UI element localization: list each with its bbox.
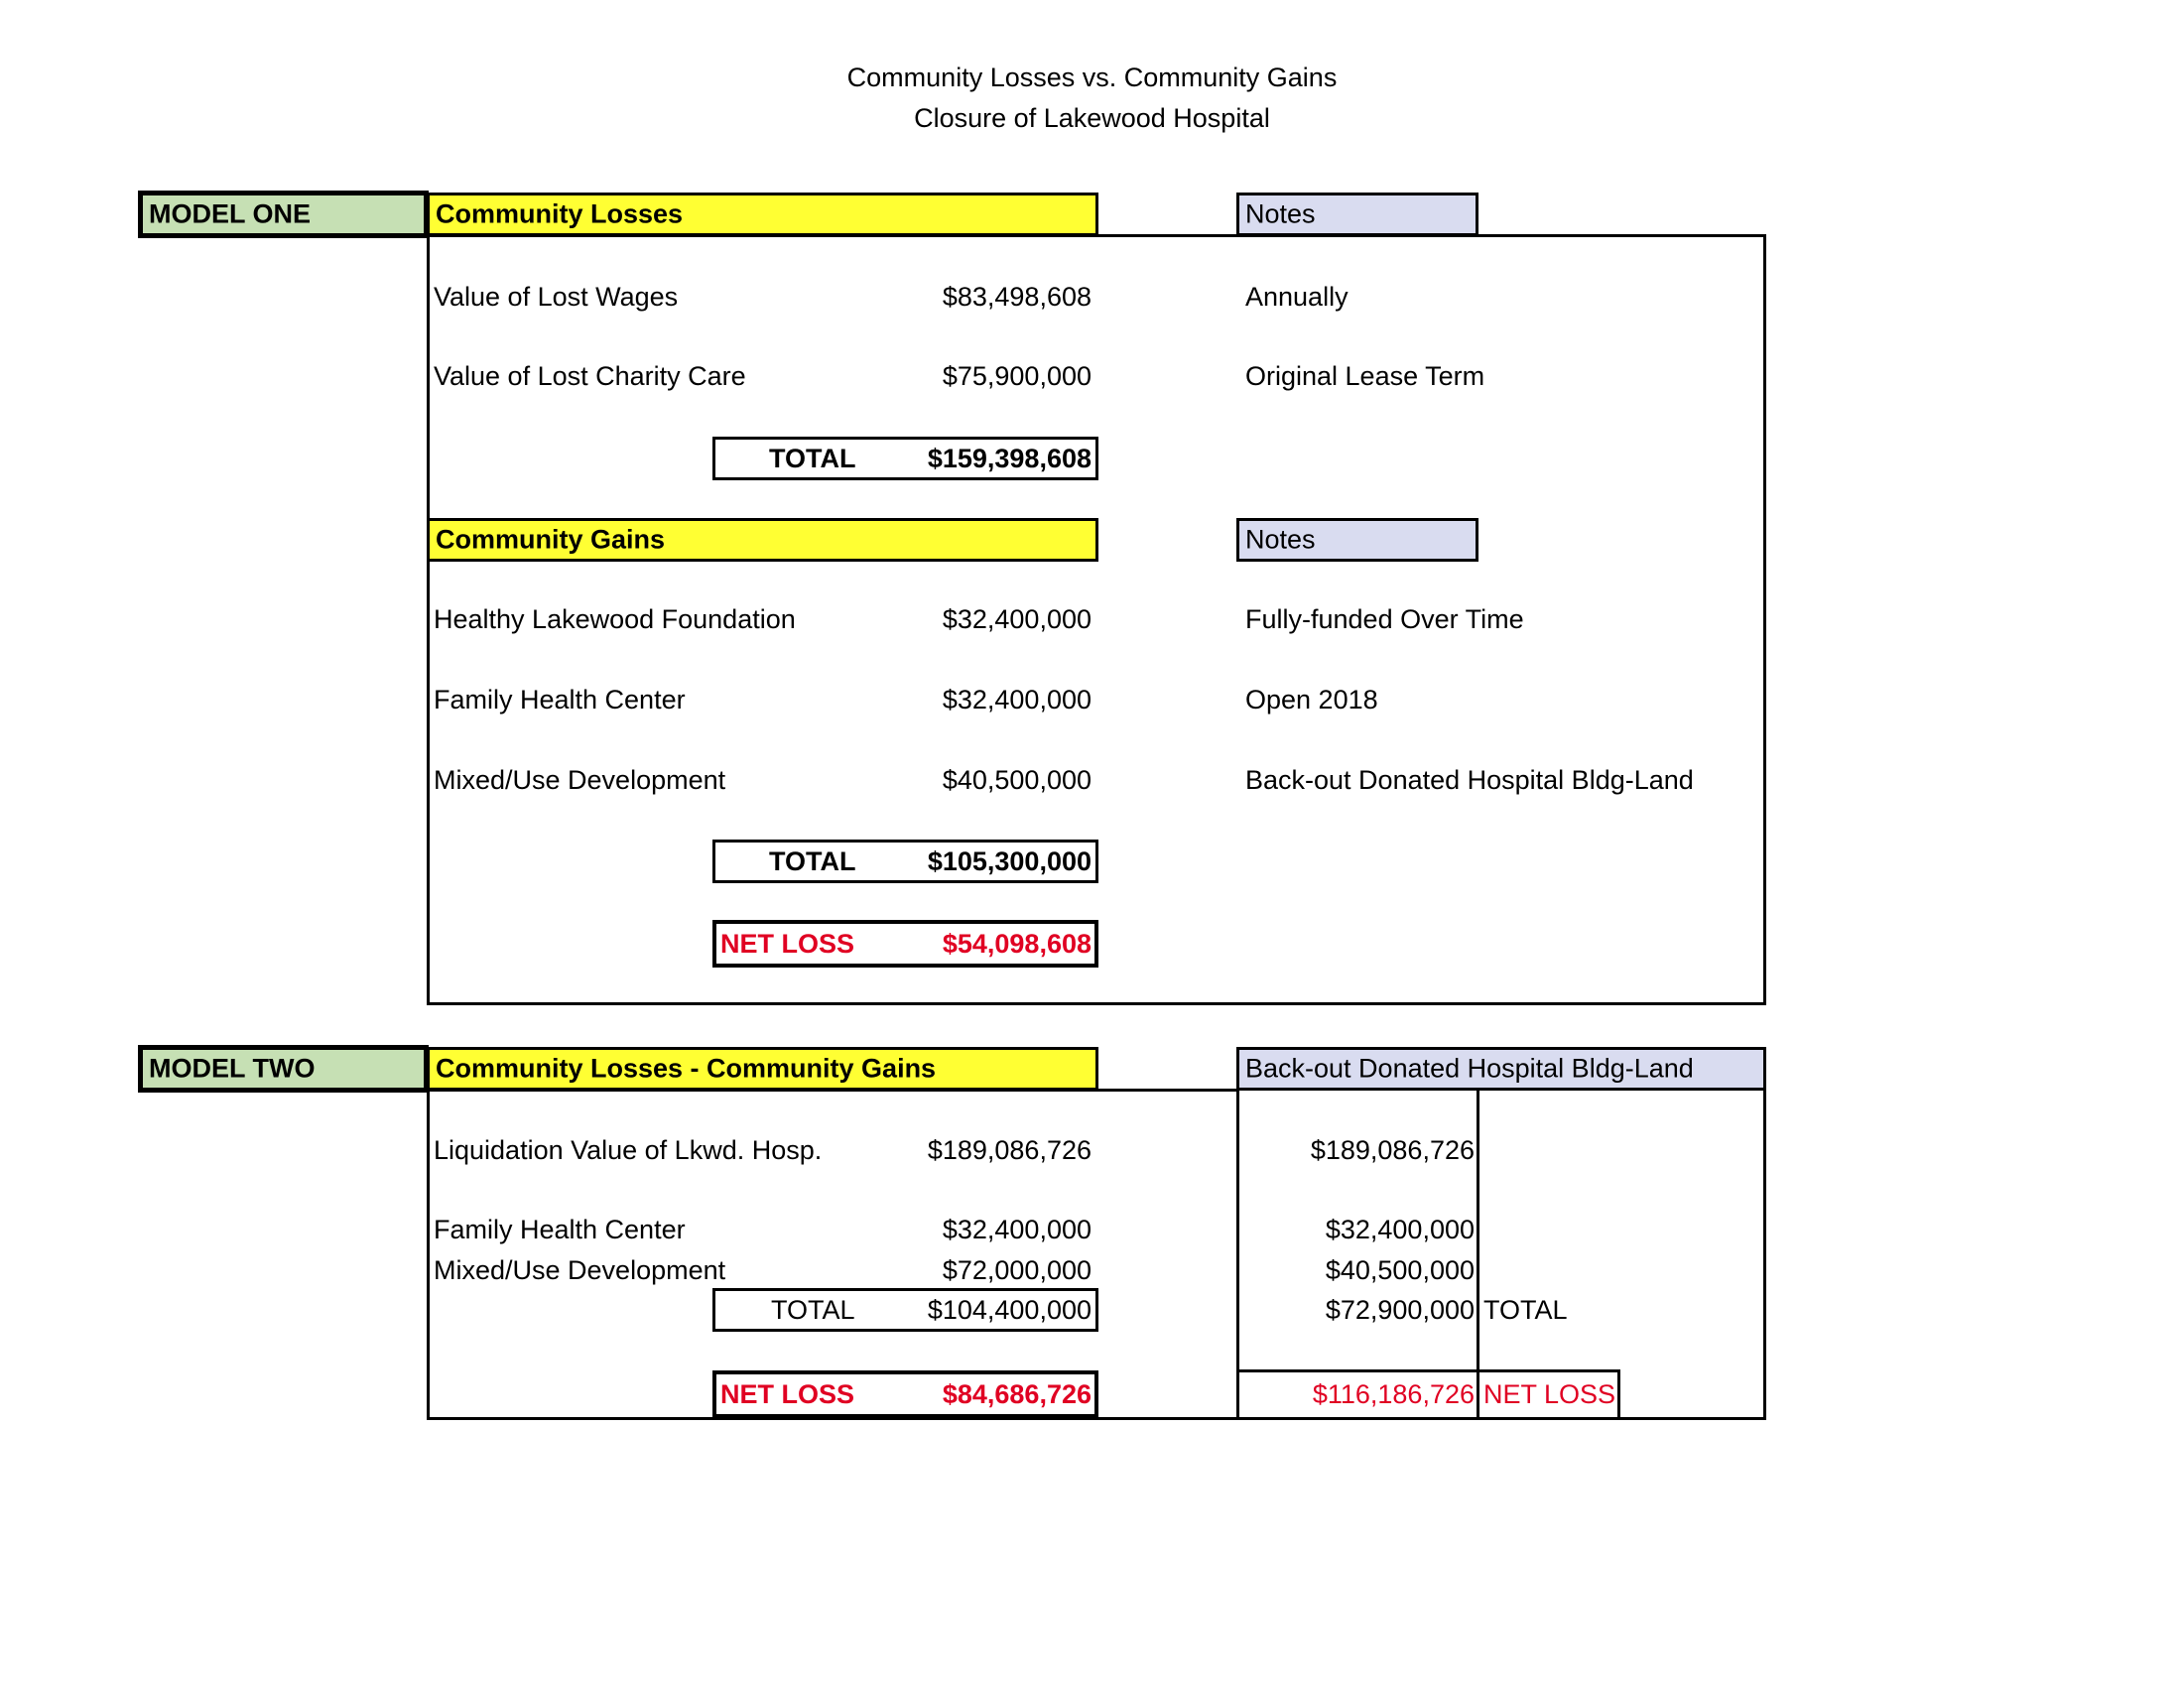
gain-row-note: Open 2018: [1245, 685, 1378, 714]
model-two-row-label: Liquidation Value of Lkwd. Hosp.: [434, 1135, 823, 1165]
model-two-alt-net-loss-value: $116,186,726: [1312, 1379, 1475, 1409]
model-two-row-value: $72,000,000: [942, 1255, 1092, 1285]
gain-row-value: $32,400,000: [942, 685, 1092, 714]
gains-notes-header: Notes: [1236, 518, 1478, 562]
model-two-net-loss-value: $84,686,726: [942, 1379, 1092, 1409]
model-two-alt-net-line: [1236, 1369, 1620, 1372]
losses-notes-header: Notes: [1236, 193, 1478, 236]
model-one-net-loss-value: $54,098,608: [942, 929, 1092, 959]
model-two-alt-net-right: [1617, 1369, 1620, 1419]
model-two-right-border: [1763, 1089, 1766, 1420]
gains-total-label: TOTAL: [769, 846, 856, 876]
gain-row-label: Mixed/Use Development: [434, 765, 726, 795]
loss-row-value: $75,900,000: [942, 361, 1092, 391]
model-two-row-alt-value: $189,086,726: [1310, 1135, 1475, 1165]
page-subtitle: Closure of Lakewood Hospital: [914, 103, 1270, 133]
gain-row-value: $40,500,000: [942, 765, 1092, 795]
model-two-row-value: $189,086,726: [927, 1135, 1092, 1165]
losses-total-label: TOTAL: [769, 444, 856, 473]
loss-row-value: $83,498,608: [942, 282, 1092, 312]
model-two-row-alt-value: $32,400,000: [1325, 1215, 1475, 1244]
model-two-header: Community Losses - Community Gains: [427, 1047, 1098, 1091]
gain-row-value: $32,400,000: [942, 604, 1092, 634]
model-two-row-label: Family Health Center: [434, 1215, 686, 1244]
gain-row-label: Family Health Center: [434, 685, 686, 714]
losses-total-value: $159,398,608: [927, 444, 1092, 473]
community-gains-header: Community Gains: [427, 518, 1098, 562]
loss-row-note: Annually: [1245, 282, 1349, 312]
model-two-row-alt-value: $40,500,000: [1325, 1255, 1475, 1285]
model-two-alt-total-value: $72,900,000: [1325, 1295, 1475, 1325]
gain-row-note: Fully-funded Over Time: [1245, 604, 1524, 634]
model-two-net-loss-label: NET LOSS: [720, 1379, 855, 1409]
gain-row-note: Back-out Donated Hospital Bldg-Land: [1245, 765, 1694, 795]
gains-total-value: $105,300,000: [927, 846, 1092, 876]
model-two-total-value: $104,400,000: [927, 1295, 1092, 1325]
model-two-row-label: Mixed/Use Development: [434, 1255, 726, 1285]
model-two-label: MODEL TWO: [138, 1045, 429, 1093]
community-losses-header: Community Losses: [427, 193, 1098, 236]
model-two-alt-header: Back-out Donated Hospital Bldg-Land: [1236, 1047, 1766, 1091]
gain-row-label: Healthy Lakewood Foundation: [434, 604, 796, 634]
model-two-left-border: [427, 1089, 430, 1420]
model-two-alt-total-label: TOTAL: [1483, 1295, 1568, 1325]
model-two-top-border: [427, 1089, 1238, 1092]
model-two-row-value: $32,400,000: [942, 1215, 1092, 1244]
model-two-total-label: TOTAL: [771, 1295, 855, 1325]
loss-row-label: Value of Lost Wages: [434, 282, 679, 312]
model-one-label: MODEL ONE: [138, 191, 429, 238]
loss-row-label: Value of Lost Charity Care: [434, 361, 746, 391]
page-title: Community Losses vs. Community Gains: [846, 63, 1338, 92]
model-one-net-loss-label: NET LOSS: [720, 929, 855, 959]
loss-row-note: Original Lease Term: [1245, 361, 1485, 391]
model-two-alt-net-loss-label: NET LOSS: [1483, 1379, 1616, 1409]
